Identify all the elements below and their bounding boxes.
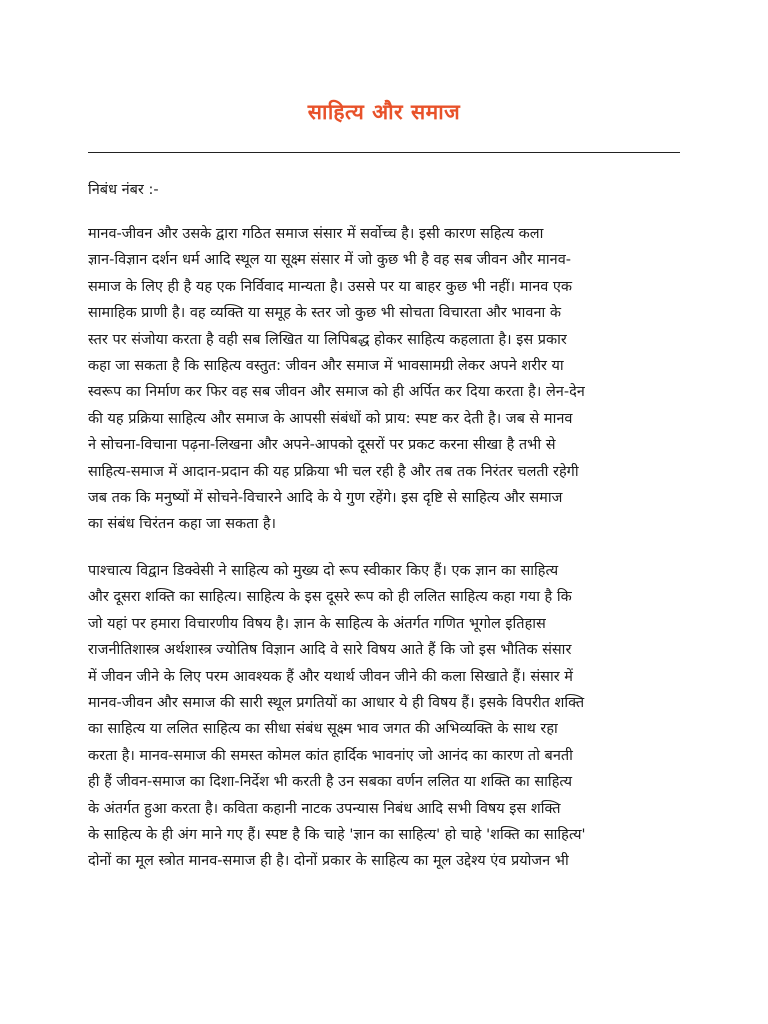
paragraph-2 [88, 558, 680, 875]
text-line: का साहित्य या ललित साहित्य का सीधा संबंध सूक्ष्म भाव जगत की अभिव्यक्ति के साथ रहा [88, 721, 558, 738]
document-title: साहित्य और समाज [307, 100, 461, 124]
text-line: करता है। मानव-समाज की समस्त कोमल कांत हार्दिक भावनांए जो आनंद का कारण तो बनती [88, 747, 573, 764]
text-line: राजनीतिशास्त्र अर्थशास्त्र ज्योतिष विज्ञान आदि वे सारे विषय आते हैं कि जो इस भौतिक संसार [88, 642, 572, 659]
text-line: का संबंध चिरंतन कहा जा सकता है। [88, 516, 277, 533]
text-line: जब तक कि मनुष्यों में सोचने-विचारने आदि के ये गुण रहेंगे। इस दृष्टि से साहित्य और समाज [88, 490, 563, 507]
text-line: के अंतर्गत हुआ करता है। कविता कहानी नाटक उपन्यास निबंध आदि सभी विषय इस शक्ति [88, 800, 561, 817]
text-line: मानव-जीवन और समाज की सारी स्थूल प्रगतियों का आधार ये ही विषय हैं। इसके विपरीत शक्ति [88, 694, 585, 711]
essay-number-label: निबंध नंबर :- [88, 182, 159, 198]
title-divider [88, 152, 680, 153]
text-line: ने सोचना-विचाना पढ़ना-लिखना और अपने-आपको दूसरों पर प्रकट करना सीखा है तभी से [88, 437, 556, 454]
text-line: के साहित्य के ही अंग माने गए हैं। स्पष्ट है कि चाहे 'ज्ञान का साहित्य' हो चाहे 'शक्ति का साहित्य' [88, 826, 586, 843]
text-line: दोनों का मूल स्त्रोत मानव-समाज ही है। दोनों प्रकार के साहित्य का मूल उद्देश्य एंव प्रयोजन भी [88, 853, 569, 870]
text-line: जो यहां पर हमारा विचारणीय विषय है। ज्ञान के साहित्य के अंतर्गत गणित भूगोल इतिहास [88, 615, 546, 632]
text-line: और दूसरा शक्ति का साहित्य। साहित्य के इस दूसरे रूप को ही ललित साहित्य कहा गया है कि [88, 589, 572, 606]
text-line: ही हैं जीवन-समाज का दिशा-निर्देश भी करती है उन सबका वर्णन ललित या शक्ति का साहित्य [88, 774, 573, 791]
text-line: सामाहिक प्राणी है। वह व्यक्ति या समूह के स्तर जो कुछ भी सोचता विचारता और भावना के [88, 305, 561, 322]
text-line: मानव-जीवन और उसके द्वारा गठित समाज संसार में सर्वोच्च है। इसी कारण सहित्य कला [88, 226, 544, 242]
paragraph-1 [88, 221, 680, 538]
text-line: साहित्य-समाज में आदान-प्रदान की यह प्रक्रिया भी चल रही है और तब तक निरंतर चलती रहेगी [88, 463, 579, 480]
text-line: पाश्चात्य विद्वान डिक्वेसी ने साहित्य को मुख्य दो रूप स्वीकार किए हैं। एक ज्ञान का साहित्य [88, 562, 559, 579]
text-line: ज्ञान-विज्ञान दर्शन धर्म आदि स्थूल या सूक्ष्म संसार में जो कुछ भी है वह सब जीवन और मानव- [88, 252, 572, 269]
text-line: कहा जा सकता है कि साहित्य वस्तुत: जीवन और समाज में भावसामग्री लेकर अपने शरीर या [88, 358, 564, 375]
text-line: की यह प्रक्रिया साहित्य और समाज के आपसी संबंधों को प्राय: स्पष्ट कर देती है। जब से मानव [88, 410, 573, 427]
text-line: में जीवन जीने के लिए परम आवश्यक हैं और यथार्थ जीवन जीने की कला सिखाते हैं। संसार में [88, 668, 573, 685]
text-line: स्वरूप का निर्माण कर फिर वह सब जीवन और समाज को ही अर्पित कर दिया करता है। लेन-देन [88, 384, 585, 401]
text-line: स्तर पर संजोया करता है वही सब लिखित या लिपिबद्ध होकर साहित्य कहलाता है। इस प्रकार [88, 331, 567, 348]
text-line: समाज के लिए ही है यह एक निर्विवाद मान्यता है। उससे पर या बाहर कुछ भी नहीं। मानव एक [88, 278, 573, 295]
